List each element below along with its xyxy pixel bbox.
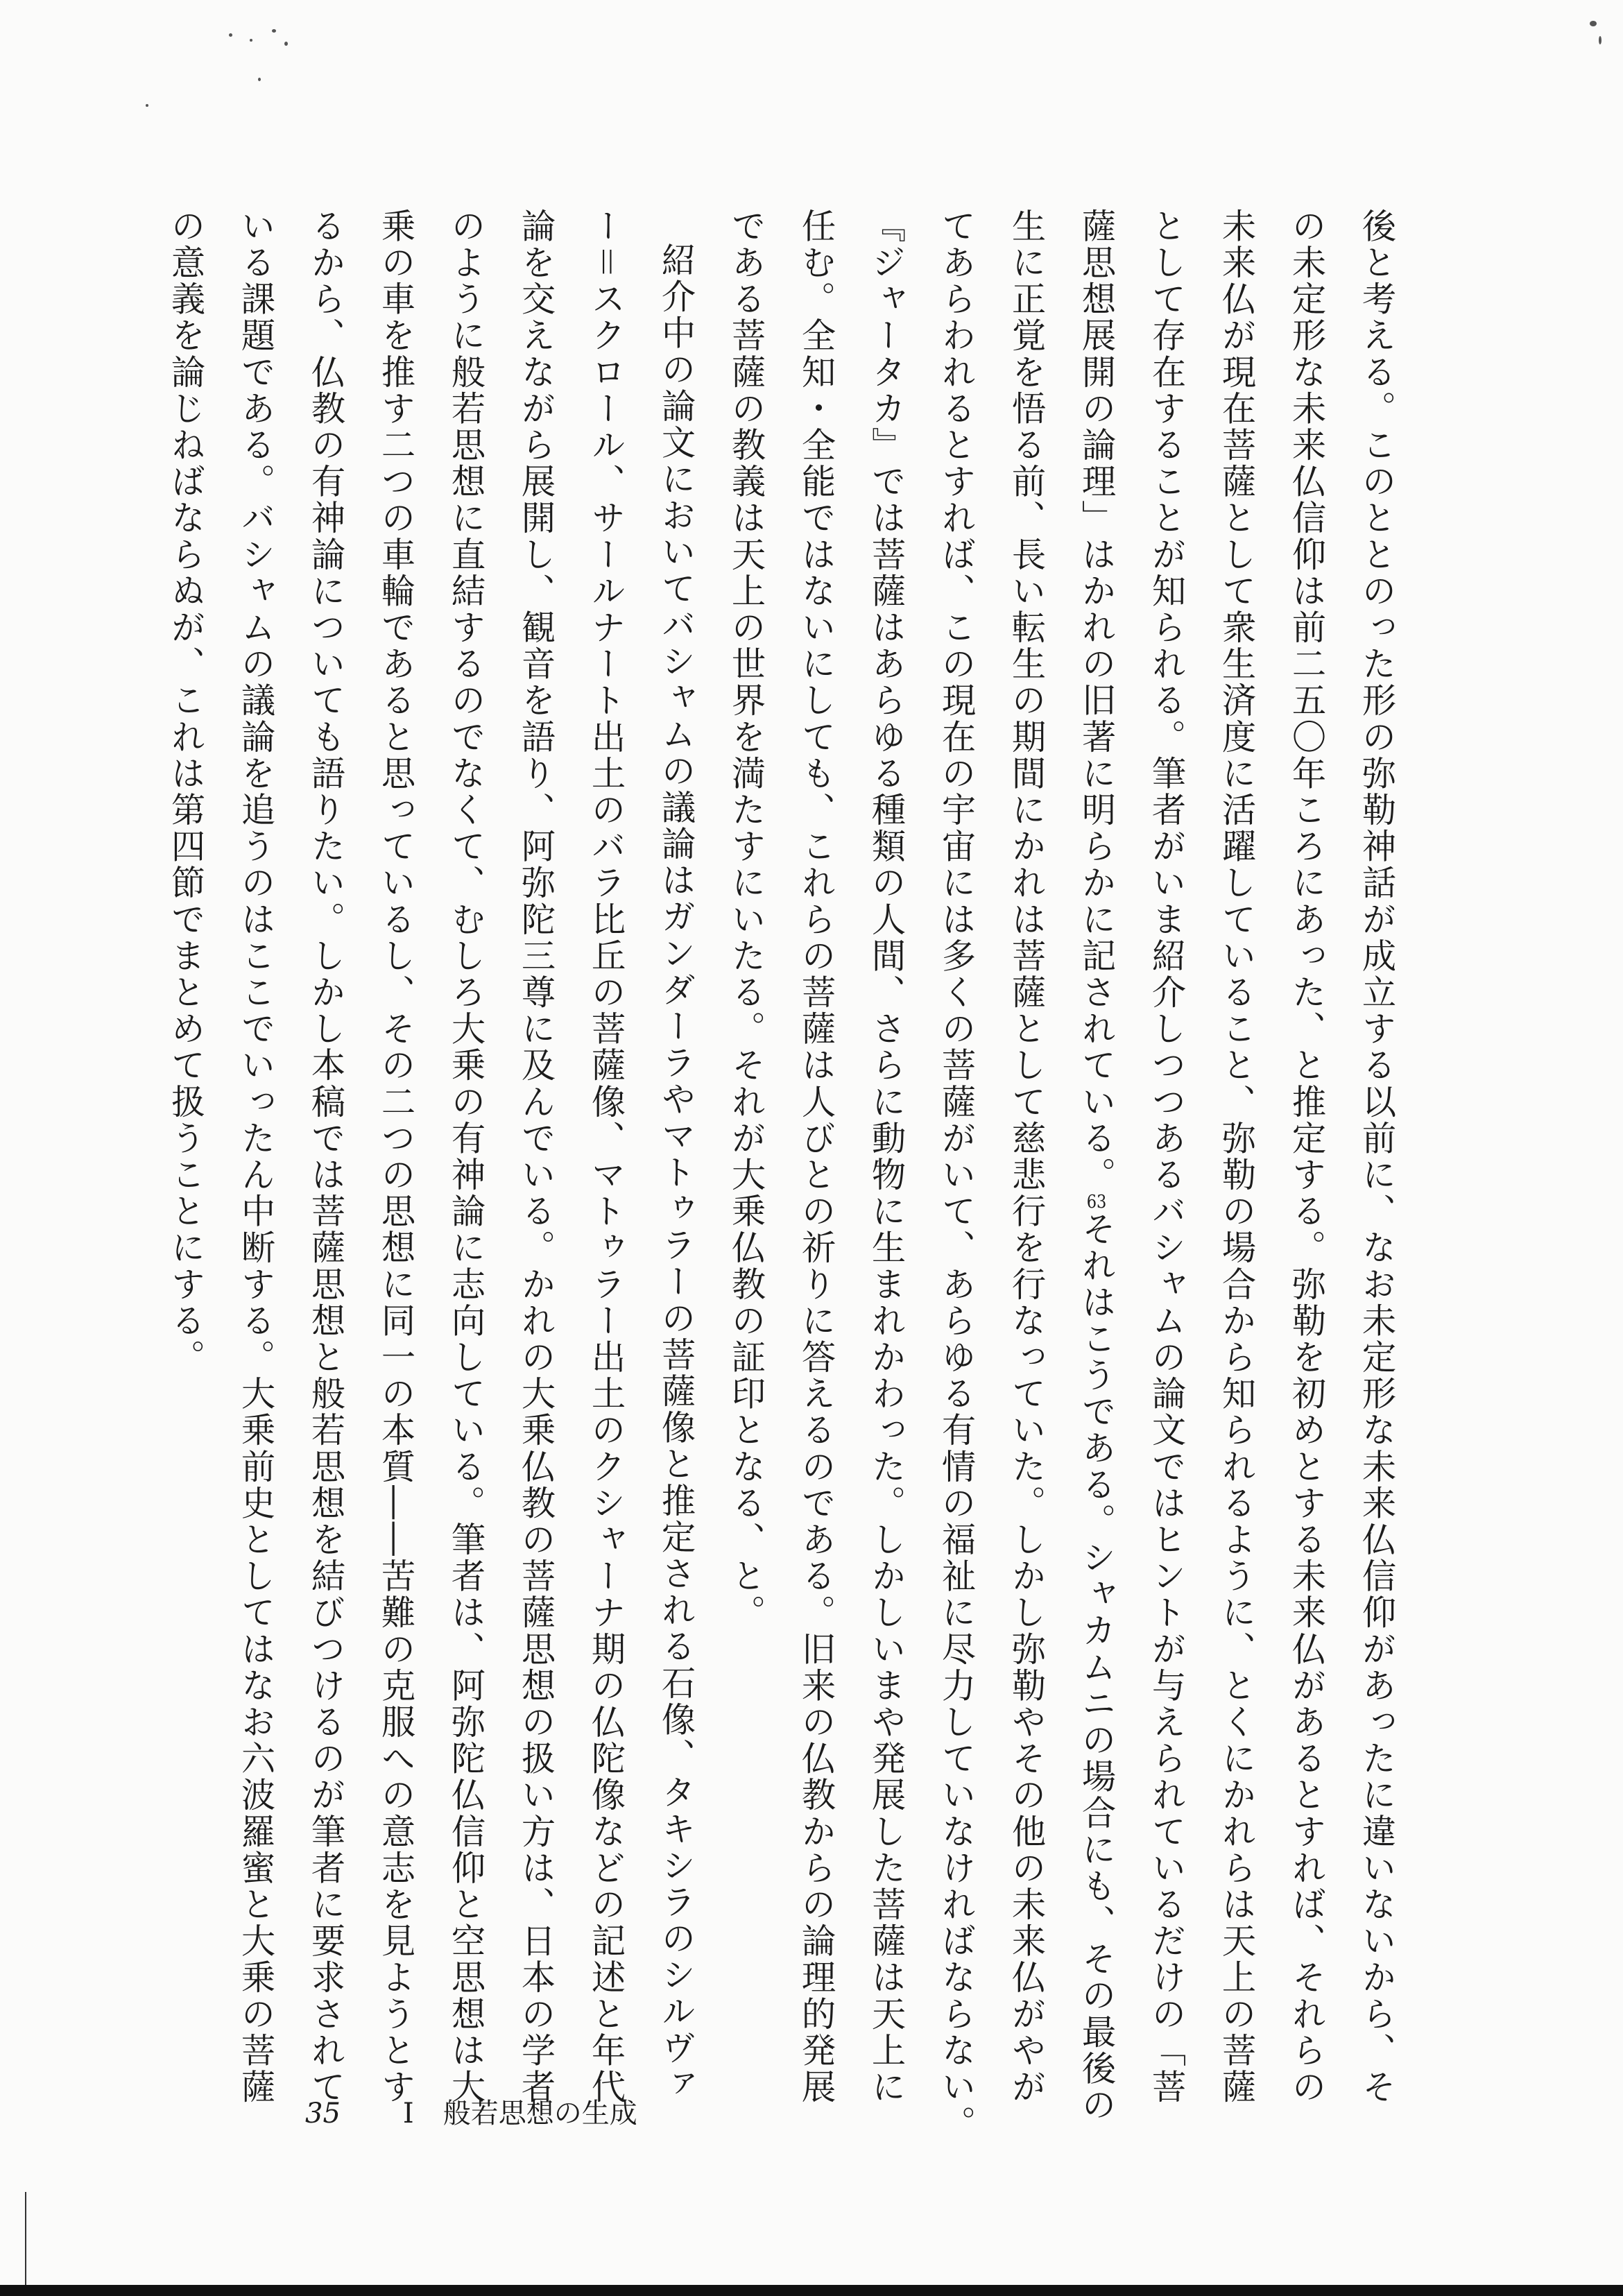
- text-line-content: の意義を論じねばならぬが、これは第四節でまとめて扱うことにする。: [166, 208, 206, 1376]
- scan-edge-line: [25, 2192, 26, 2285]
- text-line: [1131, 208, 1201, 2106]
- text-line: [501, 208, 571, 2106]
- text-line-content: 未来仏が現在菩薩として衆生済度に活躍していること、弥勒の場合から知られるように、とくにかれらは天上の菩薩: [1217, 208, 1257, 2106]
- scan-bottom-edge: [0, 2285, 1623, 2296]
- scan-speck: [250, 39, 252, 42]
- text-line: [1061, 208, 1131, 2124]
- page-number: 35: [305, 2098, 341, 2130]
- text-line: [361, 208, 431, 2106]
- text-line-content: 論を交えながら展開し、観音を語り、阿弥陀三尊に及んでいる。かれの大乗仏教の菩薩思想の扱い方は、日本の学者: [516, 208, 556, 2106]
- text-line-content: いる課題である。バシャムの議論を追うのはここでいったん中断する。大乗前史としてはなお六波羅蜜と大乗の菩薩: [236, 208, 276, 2106]
- scan-speck: [229, 33, 232, 37]
- text-line: [921, 208, 991, 2142]
- text-line: [711, 208, 781, 2025]
- text-line-content: 『ジャータカ』では菩薩はあらゆる種類の人間、さらに動物に生まれかわった。しかしいまや発展した菩薩は天上に: [866, 208, 907, 2106]
- page-footer: [305, 2091, 637, 2131]
- text-line: [1341, 208, 1411, 2106]
- text-line: [781, 208, 851, 2106]
- text-line-continuation: それはこうである。シャカムニの場合にも、その最後の: [1076, 1211, 1117, 2124]
- text-line-content: 生に正覚を悟る前、長い転生の期間にかれは菩薩として慈悲行を行なっていた。しかし弥勒やその他の未来仏がやが: [1006, 208, 1047, 2106]
- scan-speck: [146, 104, 148, 107]
- footnote-reference: 63: [1086, 1193, 1107, 1212]
- chapter-number: I: [402, 2098, 414, 2130]
- text-line: [1271, 208, 1341, 2106]
- text-line-content: 薩思想展開の論理」はかれの旧著に明らかに記されている。: [1076, 208, 1117, 1194]
- text-line: [571, 208, 641, 2106]
- text-line: [641, 208, 711, 2103]
- scan-speck: [1590, 21, 1597, 26]
- text-line-content: のように般若思想に直結するのでなくて、むしろ大乗の有神論に志向している。筆者は、阿弥陀仏信仰と空思想は大: [446, 208, 486, 2106]
- text-line-content: 紹介中の論文においてバシャムの議論はガンダーラやマトゥラーの菩薩像と推定される石像、タキシラのシルヴァ: [656, 242, 696, 2103]
- text-line-content: として存在することが知られる。筆者がいま紹介しつつあるバシャムの論文ではヒントが与えられているだけの「菩: [1147, 208, 1187, 2106]
- text-line: [1201, 208, 1271, 2106]
- text-line-content: てあらわれるとすれば、この現在の宇宙には多くの菩薩がいて、あらゆる有情の福祉に尽力していなければならない。: [936, 208, 977, 2142]
- scan-speck: [272, 29, 276, 33]
- text-line-content: ー＝スクロール、サールナート出土のバラ比丘の菩薩像、マトゥラー出土のクシャーナ期の仏陀像などの記述と年代: [586, 208, 626, 2106]
- text-line: [221, 208, 291, 2106]
- text-line: [431, 208, 501, 2106]
- text-line-content: である菩薩の教義は天上の世界を満たすにいたる。それが大乗仏教の証印となる、と。: [726, 208, 766, 1631]
- text-line-content: るから、仏教の有神論についても語りたい。しかし本稿では菩薩思想と般若思想を結びつけるのが筆者に要求されて: [306, 208, 346, 2106]
- text-line: [291, 208, 361, 2106]
- text-line-content: の未定形な未来仏信仰は前二五〇年ころにあった、と推定する。弥勒を初めとする未来仏があるとすれば、それらの: [1287, 208, 1327, 2106]
- text-line-content: 乗の車を推す二つの車輪であると思っているし、その二つの思想に同一の本質――苦難の克服への意志を見ようとす: [376, 208, 416, 2106]
- scan-speck: [284, 42, 288, 46]
- text-line-content: 後と考える。このととのった形の弥勒神話が成立する以前に、なお未定形な未来仏信仰があったに違いないから、そ: [1357, 208, 1397, 2106]
- text-line: [851, 208, 921, 2106]
- scan-speck: [1599, 36, 1601, 44]
- text-line: [151, 208, 221, 2025]
- text-line-content: 任む。全知・全能ではないにしても、これらの菩薩は人びとの祈りに答えるのである。旧来の仏教からの論理的発展: [796, 208, 836, 2106]
- scan-speck: [258, 78, 261, 81]
- chapter-title: 般若思想の生成: [443, 2098, 637, 2130]
- text-line: [991, 208, 1061, 2106]
